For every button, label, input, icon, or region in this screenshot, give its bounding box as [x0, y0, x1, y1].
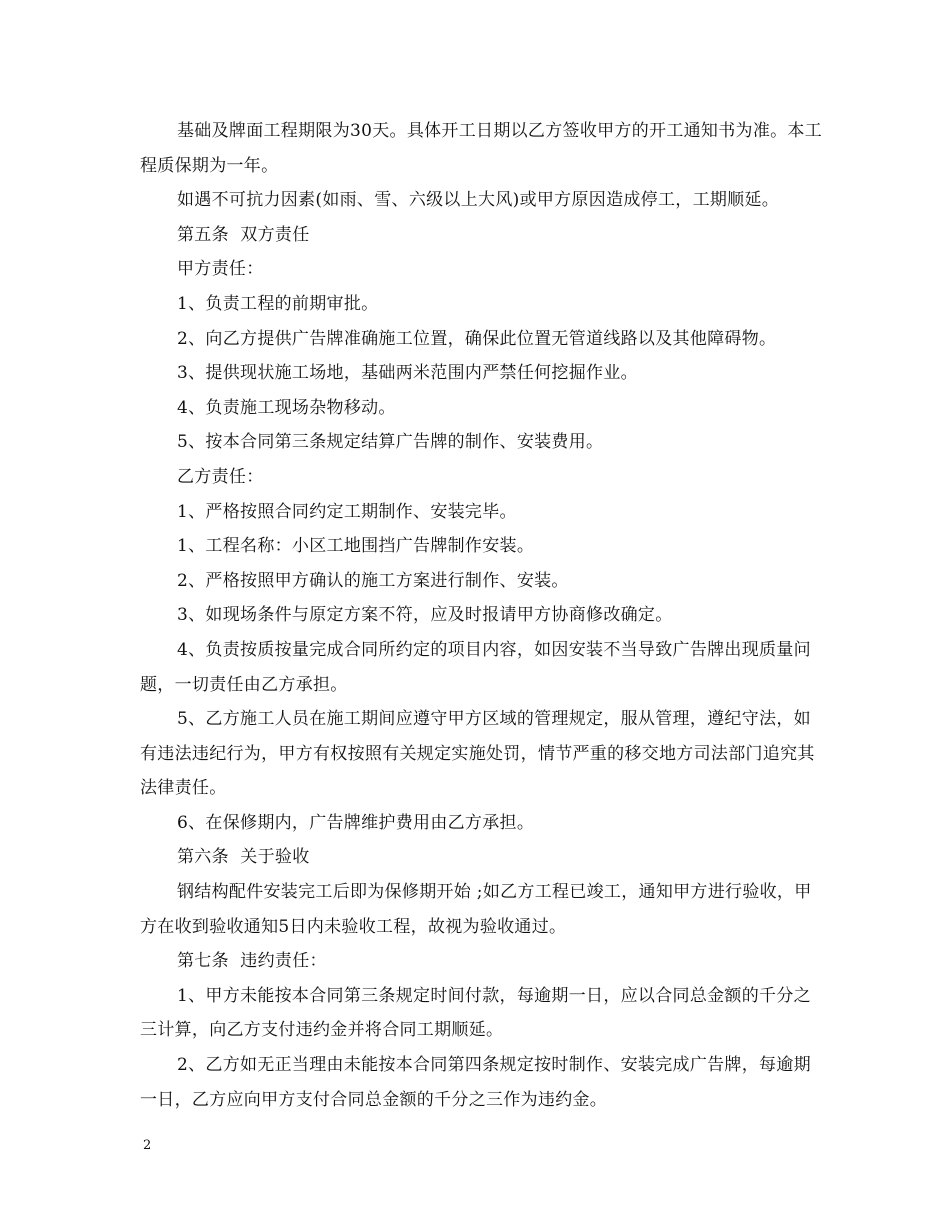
paragraph-force-majeure: 如遇不可抗力因素(如雨、雪、六级以上大风)或甲方原因造成停工，工期顺延。 — [177, 190, 780, 211]
section-heading-article-7: 第七条 违约责任： — [177, 951, 327, 972]
section-heading-article-6: 第六条 关于验收 — [177, 847, 310, 868]
acceptance-paragraph: 钢结构配件安装完工后即为保修期开始 ;如乙方工程已竣工，通知甲方进行验收，甲方在收到验收通知5日内未验收工程，故视为验收通过。 — [140, 882, 812, 937]
paragraph-project-duration: 基础及牌面工程期限为30天。具体开工日期以乙方签收甲方的开工通知书为准。本工程质保期为一年。 — [140, 121, 823, 176]
section-heading-article-5: 第五条 双方责任 — [177, 224, 310, 245]
party-a-item-2: 2、向乙方提供广告牌准确施工位置，确保此位置无管道线路以及其他障碍物。 — [177, 328, 777, 349]
document-body — [140, 114, 825, 1117]
page-number: 2 — [143, 1138, 152, 1153]
party-b-item-2: 2、严格按照甲方确认的施工方案进行制作、安装。 — [177, 570, 569, 591]
party-b-item-6: 6、在保修期内，广告牌维护费用由乙方承担。 — [177, 812, 535, 833]
party-a-item-5: 5、按本合同第三条规定结算广告牌的制作、安装费用。 — [177, 432, 604, 453]
party-b-item-5: 5、乙方施工人员在施工期间应遵守甲方区域的管理规定，服从管理，遵纪守法，如有违法违纪行为，甲方有权按照有关规定实施处罚，情节严重的移交地方司法部门追究其法律责任。 — [140, 709, 815, 799]
party-b-project-name: 1、工程名称：小区工地围挡广告牌制作安装。 — [177, 536, 535, 557]
party-b-responsibility-heading: 乙方责任： — [177, 466, 264, 487]
party-b-item-3: 3、如现场条件与原定方案不符，应及时报请甲方协商修改确定。 — [177, 605, 673, 626]
party-b-item-1: 1、严格按照合同约定工期制作、安装完毕。 — [177, 501, 517, 522]
party-b-item-4: 4、负责按质按量完成合同所约定的项目内容，如因安装不当导致广告牌出现质量问题，一切责任由乙方承担。 — [140, 639, 811, 695]
breach-item-2: 2、乙方如无正当理由未能按本合同第四条规定按时制作、安装完成广告牌，每逾期一日，乙方应向甲方支付合同总金额的千分之三作为违约金。 — [140, 1055, 811, 1110]
party-a-item-1: 1、负责工程的前期审批。 — [177, 293, 379, 314]
party-a-item-4: 4、负责施工现场杂物移动。 — [177, 397, 396, 418]
breach-item-1: 1、甲方未能按本合同第三条规定时间付款，每逾期一日，应以合同总金额的千分之三计算，向乙方支付违约金并将合同工期顺延。 — [140, 985, 811, 1041]
party-a-item-3: 3、提供现状施工场地，基础两米范围内严禁任何挖掘作业。 — [177, 363, 638, 384]
party-a-responsibility-heading: 甲方责任： — [177, 259, 264, 280]
